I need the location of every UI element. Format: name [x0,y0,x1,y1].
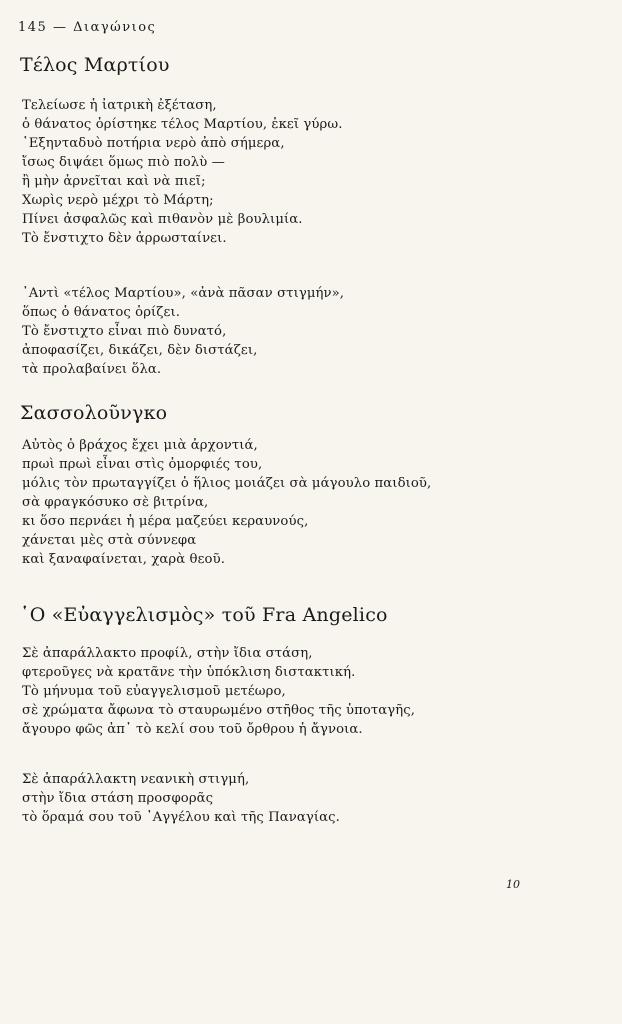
poem-line: Χωρὶς νερὸ μέχρι τὸ Μάρτη; [22,193,214,208]
poem-line: χάνεται μὲς στὰ σύννεφα [22,533,197,548]
poem-line: ἴσως διψάει ὅμως πιὸ πολὺ — [22,155,225,170]
poem-line: Σὲ ἀπαράλλακτη νεανικὴ στιγμή, [22,772,250,787]
poem-1-stanza-1 [22,96,343,248]
poem-title-evangelismos: ῾Ο «Εὐαγγελισμὸς» τοῦ Fra Angelico [20,604,388,626]
poem-line: καὶ ξαναφαίνεται, χαρὰ θεοῦ. [22,552,225,567]
poem-line: ῾Εξηνταδυὸ ποτήρια νερὸ ἀπὸ σήμερα, [22,136,285,151]
poem-title-sassolungo: Σασσολοῦνγκο [20,402,168,424]
poem-line: ἀποφασίζει, δικάζει, δὲν διστάζει, [22,343,258,358]
poem-line: σὰ φραγκόσυκο σὲ βιτρίνα, [22,495,209,510]
poem-line: Τὸ ἔνστιχτο εἶναι πιὸ δυνατό, [22,324,227,339]
poem-line: ᾽Αντὶ «τέλος Μαρτίου», «ἀνὰ πᾶσαν στιγμήν», [22,286,345,301]
running-header: 145 — Διαγώνιος [18,20,157,35]
poem-line: μόλις τὸν πρωταγγίζει ὁ ἥλιος μοιάζει σὰ μάγουλο παιδιοῦ, [22,476,432,491]
poem-line: κι ὅσο περνάει ἡ μέρα μαζεύει κεραυνούς, [22,514,309,529]
poem-1-stanza-2 [22,284,344,379]
poem-line: φτεροῦγες νὰ κρατᾶνε τὴν ὑπόκλιση διστακτική. [22,665,356,680]
poem-title-telos-martiou: Τέλος Μαρτίου [20,54,170,76]
poem-line: Τὸ μήνυμα τοῦ εὐαγγελισμοῦ μετέωρο, [22,684,286,699]
poem-3-stanza-1 [22,644,415,739]
poem-line: Πίνει ἀσφαλῶς καὶ πιθανὸν μὲ βουλιμία. [22,212,303,227]
page-number: 10 [506,878,520,891]
poem-line: ἢ μὴν ἀρνεῖται καὶ νὰ πιεῖ; [22,174,206,189]
poem-2-stanza-1 [22,436,431,569]
poem-3-stanza-2 [22,770,340,827]
poem-line: τὸ ὅραμά σου τοῦ ᾽Αγγέλου καὶ τῆς Παναγίας. [22,810,340,825]
poem-line: ὅπως ὁ θάνατος ὁρίζει. [22,305,181,320]
poem-line: Τελείωσε ἡ ἰατρικὴ ἐξέταση, [22,98,217,113]
poem-line: τὰ προλαβαίνει ὅλα. [22,362,162,377]
poem-line: ἄγουρο φῶς ἀπ᾽ τὸ κελί σου τοῦ ὄρθρου ἡ ἄγνοια. [22,722,363,737]
poem-line: ὁ θάνατος ὁρίστηκε τέλος Μαρτίου, ἐκεῖ γύρω. [22,117,343,132]
poem-line: Τὸ ἔνστιχτο δὲν ἀρρωσταίνει. [22,231,227,246]
poem-line: Αὐτὸς ὁ βράχος ἔχει μιὰ ἀρχοντιά, [22,438,258,453]
poem-line: στὴν ἴδια στάση προσφορᾶς [22,791,214,806]
poem-line: σὲ χρώματα ἄφωνα τὸ σταυρωμένο στῆθος τῆς ὑποταγῆς, [22,703,416,718]
poem-line: Σὲ ἀπαράλλακτο προφίλ, στὴν ἴδια στάση, [22,646,313,661]
poem-line: πρωὶ πρωὶ εἶναι στὶς ὀμορφιές του, [22,457,263,472]
